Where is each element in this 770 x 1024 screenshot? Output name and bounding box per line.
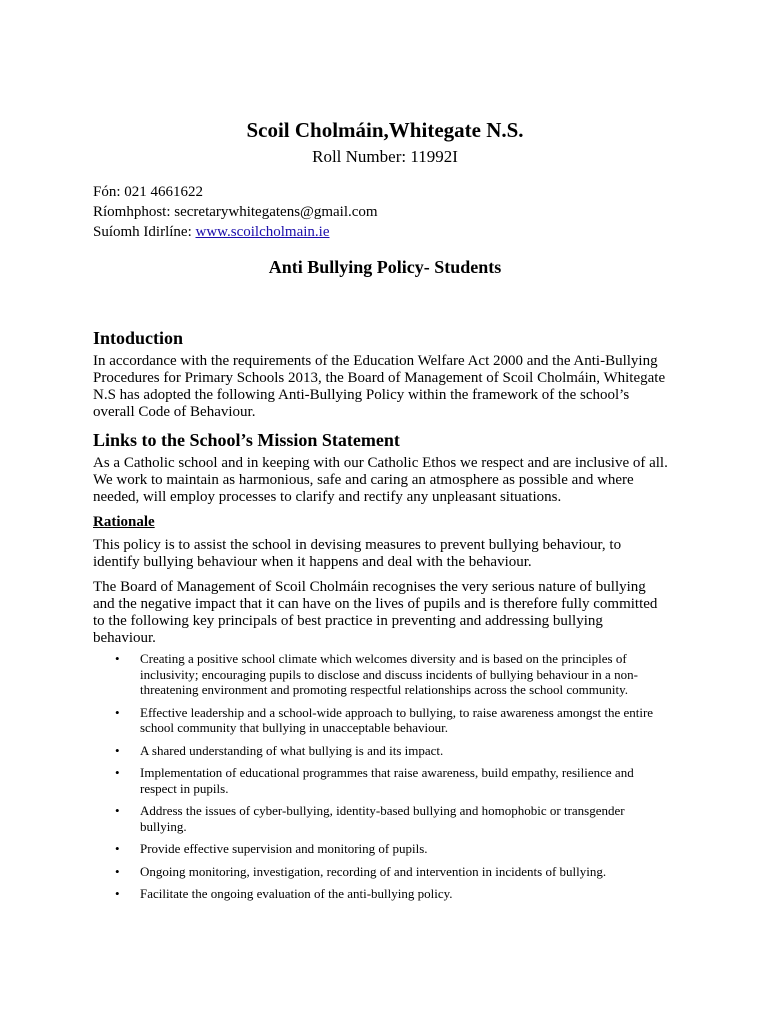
bullet-icon: • [115,704,120,720]
school-name: Scoil Cholmáin,Whitegate N.S. [246,118,524,142]
bullet-icon: • [115,863,120,879]
email-line: Ríomhphost: secretarywhitegatens@gmail.com [93,204,378,220]
list-item-text: Creating a positive school climate which welcomes diversity and is based on the principles of inclusivity; encouraging pupils to disclose and discuss incidents of bullying behaviour in a non-threatening environment and promoting respectful relationships across the school community. [140,651,638,697]
list-item-text: A shared understanding of what bullying is and its impact. [140,742,444,758]
rationale-paragraph-1: This policy is to assist the school in devising measures to prevent bullying behaviour, to identify bullying behaviour when it happens and deal with the behaviour. [93,537,622,570]
bullet-icon: • [115,742,120,758]
policy-title: Anti Bullying Policy- Students [268,257,502,277]
bullet-icon: • [115,841,120,856]
website-label: Suíomh Idirlíne: [93,224,196,240]
rationale-paragraph-2: The Board of Management of Scoil Cholmáin recognises the very serious nature of bullying and the negative impact that it can have on the lives of pupils and is therefore fully committed to the following key principals of best practice in preventing and addressing bullying behaviour. [93,579,658,646]
list-item-text: Ongoing monitoring, investigation, recording of and intervention in incidents of bullying. [140,863,607,879]
mission-heading: Links to the School’s Mission Statement [93,430,400,450]
bullet-icon: • [115,886,120,901]
list-item [93,651,669,698]
mission-text: As a Catholic school and in keeping with our Catholic Ethos we respect and are inclusive of all. We work to maintain as harmonious, safe and caring an atmosphere as possible and where needed, will employ processes to clarify and rectify any unpleasant situations. [93,455,668,505]
list-item [93,705,669,736]
website-line [93,222,378,242]
list-item-text: Effective leadership and a school-wide approach to bullying, to raise awareness amongst the entire school community that bullying in unacceptable behaviour. [140,704,654,735]
principles-list [93,651,669,902]
bullet-icon: • [115,803,120,818]
introduction-heading: Intoduction [93,328,184,348]
list-item [93,743,669,759]
bullet-icon: • [115,651,120,666]
rationale-heading: Rationale [93,514,155,530]
bullet-icon: • [115,765,120,780]
list-item [93,765,669,796]
roll-number: Roll Number: 11992I [312,147,458,166]
list-item [93,803,669,834]
contact-block [93,182,378,242]
website-link[interactable]: www.scoilcholmain.ie [195,224,330,240]
list-item-text: Implementation of educational programmes that raise awareness, build empathy, resilience and respect in pupils. [140,765,634,796]
policy-body [93,327,669,909]
phone-line: Fón: 021 4661622 [93,184,204,200]
list-item [93,886,669,902]
list-item-text: Address the issues of cyber-bullying, identity-based bullying and homophobic or transgender bullying. [140,803,625,834]
list-item-text: Provide effective supervision and monitoring of pupils. [140,841,428,856]
list-item [93,841,669,857]
introduction-text: In accordance with the requirements of the Education Welfare Act 2000 and the Anti-Bullying Procedures for Primary Schools 2013, the Board of Management of Scoil Cholmáin, Whitegate N.S has adopted the following Anti-Bullying Policy within the framework of the school’s overall Code of Behaviour. [93,353,666,420]
list-item-text: Facilitate the ongoing evaluation of the anti-bullying policy. [140,886,453,901]
list-item [93,864,669,880]
